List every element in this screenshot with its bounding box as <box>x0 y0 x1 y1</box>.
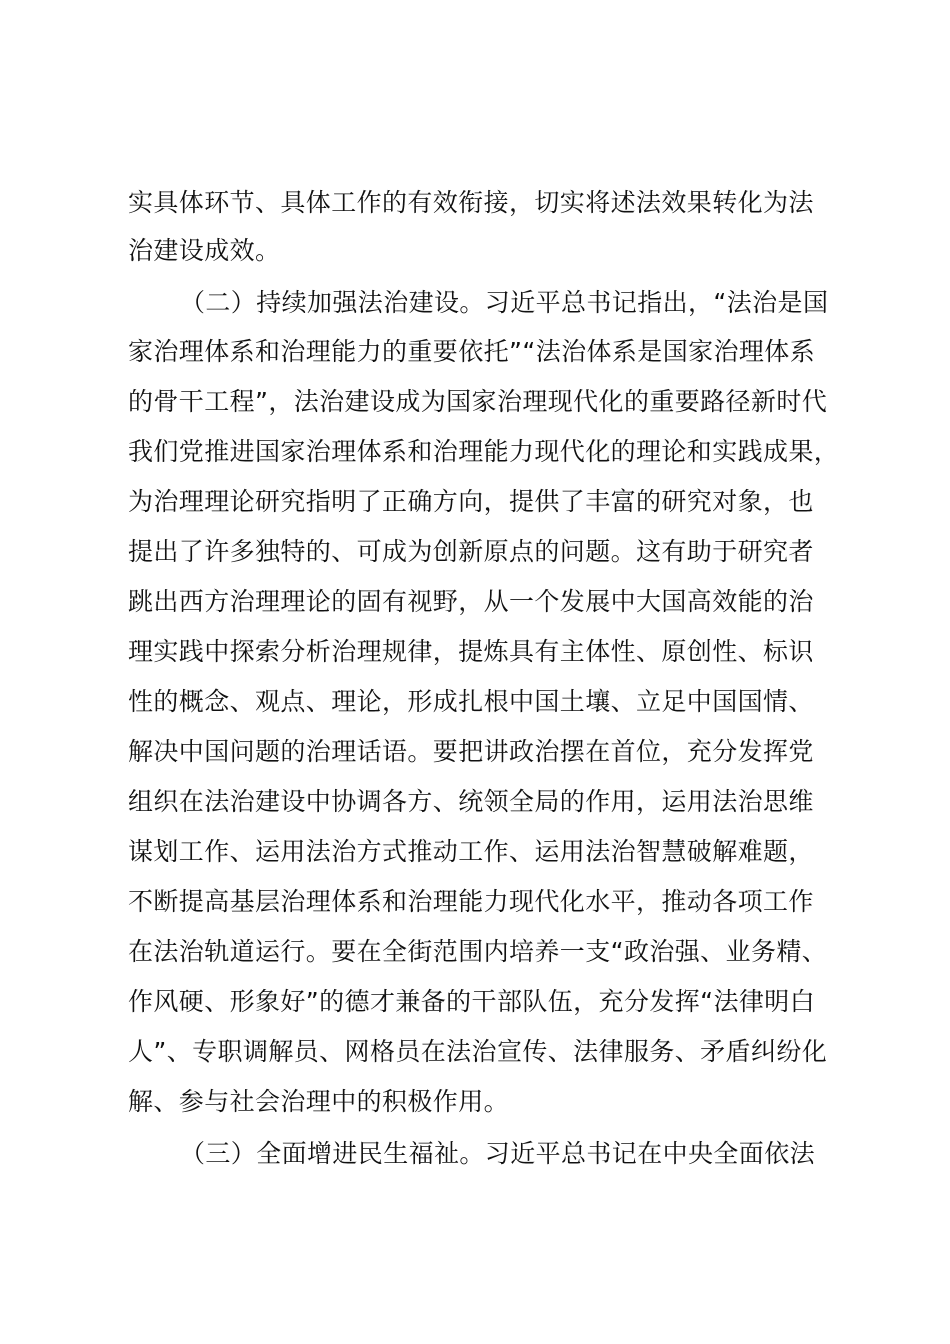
body-text-line: 解决中国问题的治理话语。要把讲政治摆在首位，充分发挥党 <box>128 737 814 766</box>
body-text-line: 不断提高基层治理体系和治理能力现代化水平，推动各项工作 <box>128 887 814 916</box>
body-text-line: 提出了许多独特的、可成为创新原点的问题。这有助于研究者 <box>128 537 814 566</box>
body-text-line: 理实践中探索分析治理规律，提炼具有主体性、原创性、标识 <box>128 637 814 666</box>
body-text-line: 家治理体系和治理能力的重要依托”“法治体系是国家治理体系 <box>128 337 816 366</box>
body-text-line: 谋划工作、运用法治方式推动工作、运用法治智慧破解难题， <box>128 837 814 866</box>
section-heading-line: （二）持续加强法治建设。习近平总书记指出，“法治是国 <box>180 288 829 317</box>
body-text-line: 我们党推进国家治理体系和治理能力现代化的理论和实践成果， <box>128 437 840 466</box>
body-text-line: 为治理理论研究指明了正确方向，提供了丰富的研究对象，也 <box>128 487 814 516</box>
body-text-line: 在法治轨道运行。要在全街范围内培养一支“政治强、业务精、 <box>128 937 828 966</box>
body-text-line: 治建设成效。 <box>128 236 281 265</box>
body-text-line: 人”、专职调解员、网格员在法治宣传、法律服务、矛盾纠纷化 <box>128 1037 828 1066</box>
section-heading-line: （三）全面增进民生福祉。习近平总书记在中央全面依法 <box>180 1139 816 1168</box>
body-text-line: 作风硬、形象好”的德才兼备的干部队伍，充分发挥“法律明白 <box>128 987 816 1016</box>
body-text-line: 的骨干工程”，法治建设成为国家治理现代化的重要路径新时代 <box>128 387 828 416</box>
body-text-line: 解、参与社会治理中的积极作用。 <box>128 1087 510 1116</box>
body-text-line: 实具体环节、具体工作的有效衔接，切实将述法效果转化为法 <box>128 188 814 217</box>
body-text-line: 性的概念、观点、理论，形成扎根中国土壤、立足中国国情、 <box>128 687 814 716</box>
body-text-line: 跳出西方治理理论的固有视野，从一个发展中大国高效能的治 <box>128 587 814 616</box>
body-text-line: 组织在法治建设中协调各方、统领全局的作用，运用法治思维 <box>128 787 814 816</box>
